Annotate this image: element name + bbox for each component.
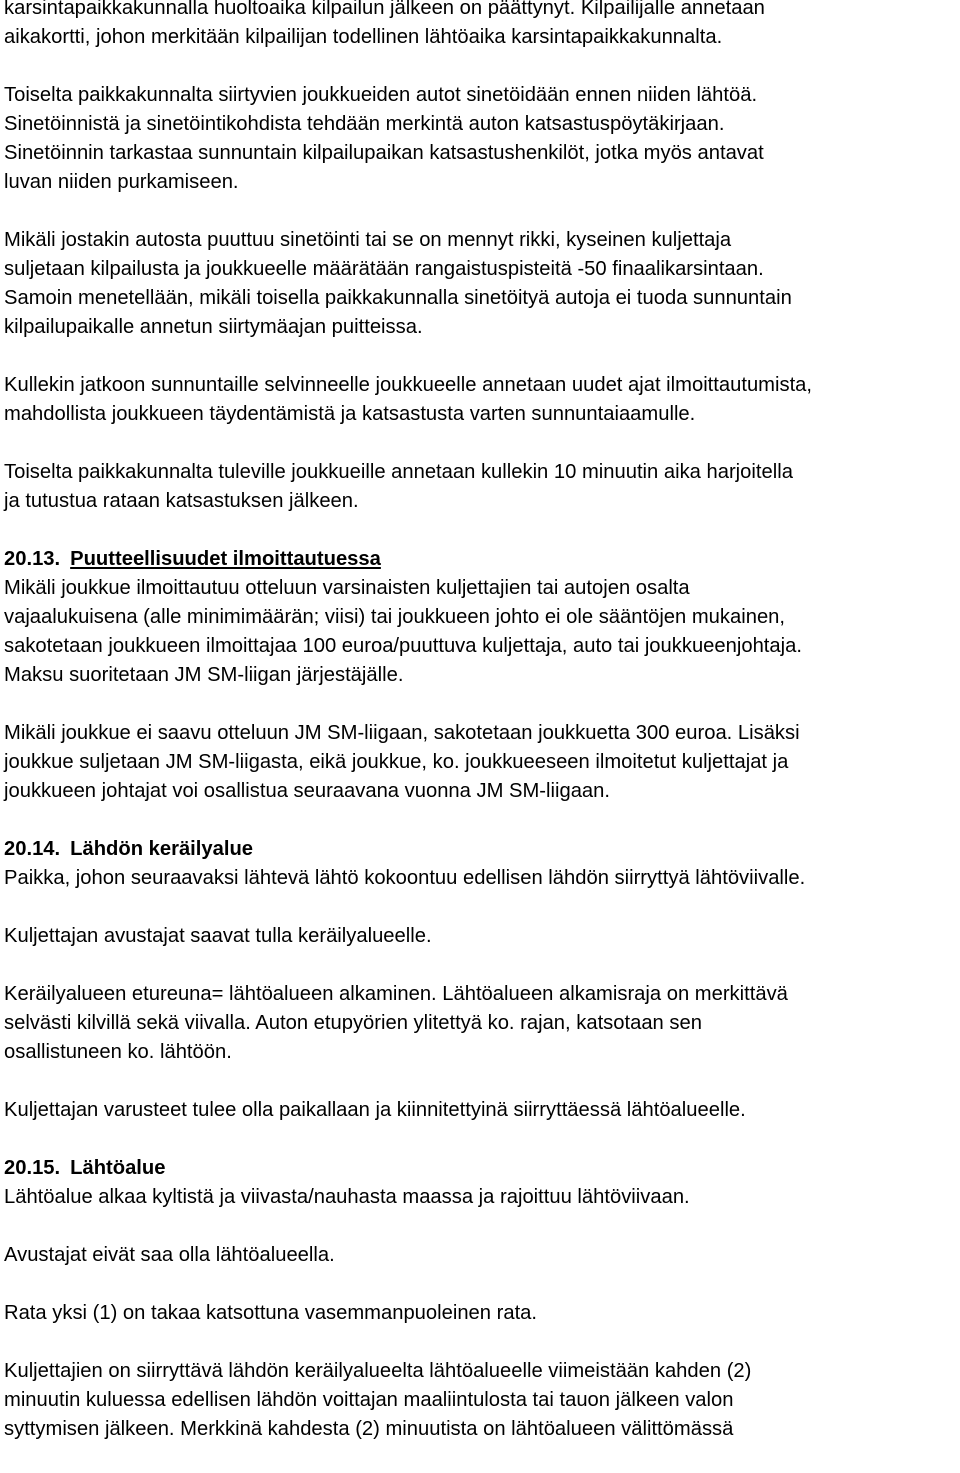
- text-line: Mikäli joukkue ei saavu otteluun JM SM-liigaan, sakotetaan joukkuetta 300 euroa. Lisäksi: [4, 722, 800, 744]
- section-20-15: [4, 1154, 956, 1444]
- text-line: Avustajat eivät saa olla lähtöalueella.: [4, 1244, 335, 1266]
- text-line: Rata yksi (1) on takaa katsottuna vasemmanpuoleinen rata.: [4, 1302, 538, 1324]
- text-line: luvan niiden purkamiseen.: [4, 171, 239, 193]
- text-line: selvästi kilvillä sekä viivalla. Auton etupyörien ylitettyä ko. rajan, katsotaan sen: [4, 1012, 702, 1034]
- text-line: Paikka, johon seuraavaksi lähtevä lähtö kokoontuu edellisen lähdön siirryttyä lähtöviivalle.: [4, 867, 806, 889]
- text-line: Lähtöalue alkaa kyltistä ja viivasta/nauhasta maassa ja rajoittuu lähtöviivaan.: [4, 1186, 690, 1208]
- paragraph-varusteet: [4, 1096, 956, 1125]
- text-line: osallistuneen ko. lähtöön.: [4, 1041, 232, 1063]
- text-line: joukkue suljetaan JM SM-liigasta, eikä joukkue, ko. joukkueeseen ilmoitetut kuljettajat ja: [4, 751, 789, 773]
- text-line: Sinetöinnistä ja sinetöintikohdista tehdään merkintä auton katsastuspöytäkirjaan.: [4, 113, 725, 135]
- section-number: 20.15.: [4, 1157, 61, 1179]
- text-line: Toiselta paikkakunnalta tuleville joukkueille annetaan kullekin 10 minuutin aika harjoitella: [4, 461, 793, 483]
- section-heading: [4, 1154, 956, 1183]
- section-number: 20.13.: [4, 548, 61, 570]
- paragraph-paikka: [4, 864, 956, 893]
- paragraph-sinetointi-rikki: [4, 226, 956, 342]
- text-line: minuutin kuluessa edellisen lähdön voittajan maaliintulosta tai tauon jälkeen valon: [4, 1389, 734, 1411]
- text-line: Samoin menetellään, mikäli toisella paikkakunnalla sinetöityä autoja ei tuoda sunnuntain: [4, 287, 792, 309]
- paragraph-vajaalukuinen: [4, 574, 956, 690]
- text-line: Toiselta paikkakunnalta siirtyvien joukkueiden autot sinetöidään ennen niiden lähtöä.: [4, 84, 758, 106]
- paragraph-uudet-ajat: [4, 371, 956, 429]
- text-line: kilpailupaikalle annetun siirtymäajan puitteissa.: [4, 316, 423, 338]
- text-line: Kuljettajien on siirryttävä lähdön keräilyalueelta lähtöalueelle viimeistään kahden (2): [4, 1360, 752, 1382]
- text-line: joukkueen johtajat voi osallistua seuraavana vuonna JM SM-liigaan.: [4, 780, 610, 802]
- paragraph-avustajat-eivat: [4, 1241, 956, 1270]
- paragraph-rata-yksi: [4, 1299, 956, 1328]
- section-heading: [4, 835, 956, 864]
- paragraph-siirtyminen: [4, 1357, 956, 1444]
- paragraph-sinetointi: [4, 81, 956, 197]
- text-line: Sinetöinnin tarkastaa sunnuntain kilpailupaikan katsastushenkilöt, jotka myös antavat: [4, 142, 764, 164]
- text-line: syttymisen jälkeen. Merkkinä kahdesta (2) minuutista on lähtöalueen välittömässä: [4, 1418, 734, 1440]
- section-title: Puutteellisuudet ilmoittautuessa: [70, 548, 381, 570]
- section-title: Lähdön keräilyalue: [70, 838, 254, 860]
- text-line: Maksu suoritetaan JM SM-liigan järjestäjälle.: [4, 664, 404, 686]
- text-line: Mikäli jostakin autosta puuttuu sinetöinti tai se on mennyt rikki, kyseinen kuljettaja: [4, 229, 732, 251]
- text-line: suljetaan kilpailusta ja joukkueelle määrätään rangaistuspisteitä -50 finaalikarsintaan.: [4, 258, 764, 280]
- paragraph-ei-saavu: [4, 719, 956, 806]
- section-20-14: [4, 835, 956, 1125]
- paragraph-lahtoalue-alkaa: [4, 1183, 956, 1212]
- text-line: vajaalukuisena (alle minimimäärän; viisi) tai joukkueen johto ei ole sääntöjen mukainen,: [4, 606, 786, 628]
- text-line: Keräilyalueen etureuna= lähtöalueen alkaminen. Lähtöalueen alkamisraja on merkittävä: [4, 983, 788, 1005]
- paragraph-aikakortti: [4, 0, 956, 52]
- text-line: ja tutustua rataan katsastuksen jälkeen.: [4, 490, 359, 512]
- section-title: Lähtöalue: [70, 1157, 166, 1179]
- text-line: sakotetaan joukkueen ilmoittajaa 100 euroa/puuttuva kuljettaja, auto tai joukkueenjohtaja.: [4, 635, 802, 657]
- text-line: aikakortti, johon merkitään kilpailijan todellinen lähtöaika karsintapaikkakunnalta.: [4, 26, 723, 48]
- paragraph-harjoittelu: [4, 458, 956, 516]
- section-20-13: [4, 545, 956, 806]
- paragraph-avustajat: [4, 922, 956, 951]
- paragraph-etureuna: [4, 980, 956, 1067]
- text-line: Kullekin jatkoon sunnuntaille selvinneelle joukkueelle annetaan uudet ajat ilmoittautumista,: [4, 374, 813, 396]
- text-line: karsintapaikkakunnalla huoltoaika kilpailun jälkeen on päättynyt. Kilpailijalle annetaan: [4, 0, 765, 19]
- text-line: Mikäli joukkue ilmoittautuu otteluun varsinaisten kuljettajien tai autojen osalta: [4, 577, 690, 599]
- section-number: 20.14.: [4, 838, 61, 860]
- text-line: mahdollista joukkueen täydentämistä ja katsastusta varten sunnuntaiaamulle.: [4, 403, 696, 425]
- document-page: [4, 0, 956, 1473]
- text-line: Kuljettajan varusteet tulee olla paikallaan ja kiinnitettyinä siirryttäessä lähtöalueelle.: [4, 1099, 746, 1121]
- section-heading: [4, 545, 956, 574]
- text-line: Kuljettajan avustajat saavat tulla keräilyalueelle.: [4, 925, 432, 947]
